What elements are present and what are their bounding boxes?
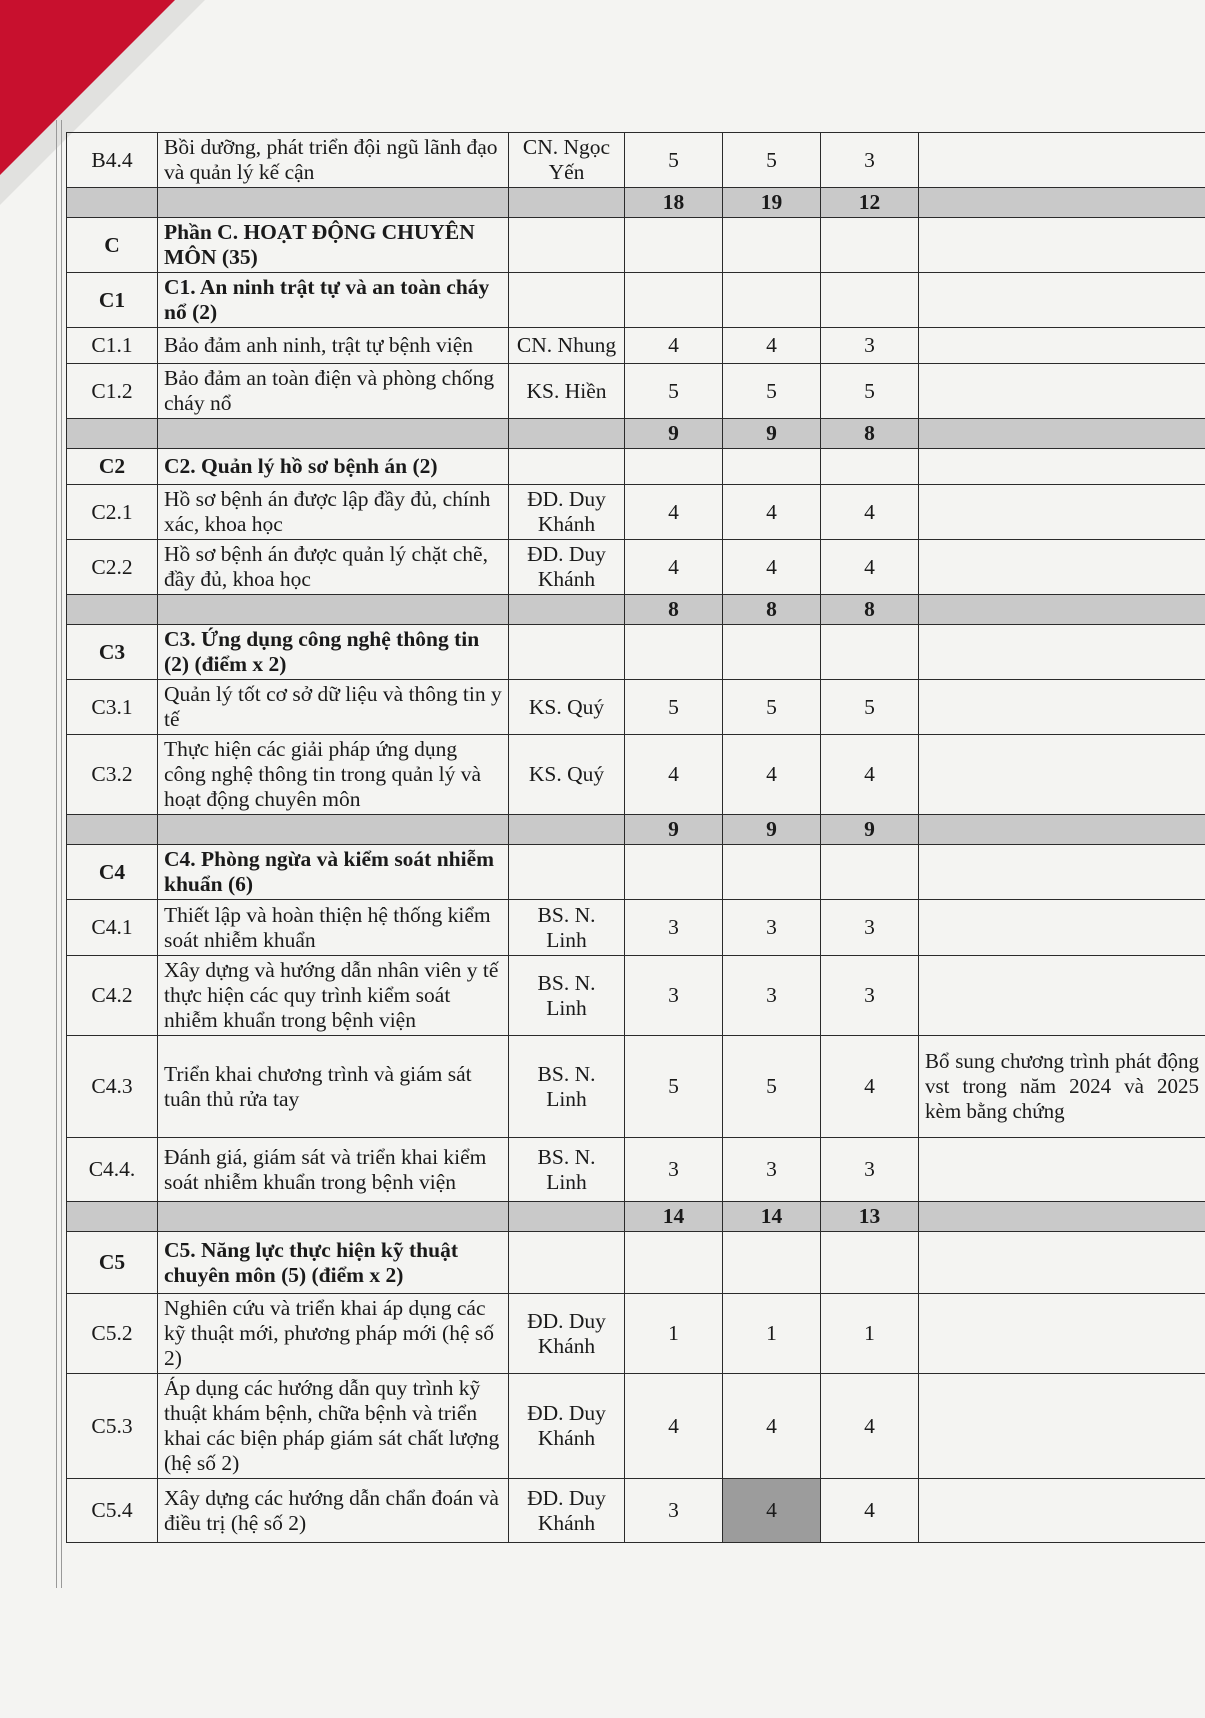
- score-cell-3: [821, 845, 919, 900]
- criterion-code: C1.2: [67, 364, 158, 419]
- person-cell: [509, 273, 625, 328]
- person-cell: [509, 625, 625, 680]
- subtotal-row: [67, 815, 1205, 845]
- score-cell-1: [625, 845, 723, 900]
- note-cell: [919, 1374, 1205, 1479]
- score-cell-3: 4: [821, 1036, 919, 1138]
- note-cell: [919, 328, 1205, 364]
- score-cell-1: 3: [625, 956, 723, 1036]
- note-cell: [919, 1138, 1205, 1202]
- criterion-name: Xây dựng các hướng dẫn chẩn đoán và điều trị (hệ số 2): [158, 1479, 509, 1543]
- score-cell-3: [821, 1232, 919, 1294]
- table-row: [67, 1479, 1205, 1543]
- criterion-code: C3.1: [67, 680, 158, 735]
- person-cell: [509, 419, 625, 449]
- criterion-name: Triển khai chương trình và giám sát tuân thủ rửa tay: [158, 1036, 509, 1138]
- note-cell: [919, 133, 1205, 188]
- score-cell-1: 9: [625, 419, 723, 449]
- score-cell-2: [723, 449, 821, 485]
- criterion-name: Bồi dưỡng, phát triển đội ngũ lãnh đạo và quản lý kế cận: [158, 133, 509, 188]
- note-cell: [919, 364, 1205, 419]
- person-cell: [509, 188, 625, 218]
- score-cell-3: 4: [821, 1479, 919, 1543]
- criterion-cell: [158, 595, 509, 625]
- responsible-person: BS. N. Linh: [509, 1138, 625, 1202]
- score-cell-3: 3: [821, 328, 919, 364]
- section-title: C1. An ninh trật tự và an toàn cháy nổ (2): [158, 273, 509, 328]
- score-cell-1: [625, 218, 723, 273]
- score-cell-3: 12: [821, 188, 919, 218]
- subtotal-row: [67, 595, 1205, 625]
- score-cell-2: 3: [723, 900, 821, 956]
- score-cell-2: 8: [723, 595, 821, 625]
- score-cell-1: 4: [625, 485, 723, 540]
- score-cell-1: 8: [625, 595, 723, 625]
- note-cell: [919, 1232, 1205, 1294]
- note-cell: [919, 735, 1205, 815]
- score-cell-3: 5: [821, 364, 919, 419]
- table-row: [67, 133, 1205, 188]
- score-cell-2: 5: [723, 364, 821, 419]
- responsible-person: BS. N. Linh: [509, 956, 625, 1036]
- person-cell: [509, 595, 625, 625]
- score-cell-3: [821, 273, 919, 328]
- note-cell: [919, 540, 1205, 595]
- note-cell: [919, 485, 1205, 540]
- person-cell: [509, 845, 625, 900]
- note-cell: [919, 625, 1205, 680]
- table-row: [67, 680, 1205, 735]
- score-cell-3: 13: [821, 1202, 919, 1232]
- note-cell: [919, 188, 1205, 218]
- score-cell-2: 5: [723, 680, 821, 735]
- note-cell: [919, 1294, 1205, 1374]
- page-edge-line: [61, 120, 62, 1588]
- criterion-name: Bảo đảm an toàn điện và phòng chống cháy nổ: [158, 364, 509, 419]
- score-cell-2: [723, 273, 821, 328]
- code-cell: [67, 815, 158, 845]
- criterion-name: Đánh giá, giám sát và triển khai kiểm soát nhiễm khuẩn trong bệnh viện: [158, 1138, 509, 1202]
- score-cell-3: 5: [821, 680, 919, 735]
- score-cell-1: 3: [625, 1138, 723, 1202]
- criterion-code: C4.4.: [67, 1138, 158, 1202]
- score-cell-3: 3: [821, 900, 919, 956]
- score-cell-2: 9: [723, 815, 821, 845]
- note-cell: Bổ sung chương trình phát động vst trong năm 2024 và 2025 kèm bằng chứng: [919, 1036, 1205, 1138]
- responsible-person: ĐD. Duy Khánh: [509, 1479, 625, 1543]
- criterion-name: Bảo đảm anh ninh, trật tự bệnh viện: [158, 328, 509, 364]
- score-cell-1: 5: [625, 364, 723, 419]
- score-cell-3: 9: [821, 815, 919, 845]
- responsible-person: ĐD. Duy Khánh: [509, 1374, 625, 1479]
- note-cell: [919, 595, 1205, 625]
- criterion-cell: [158, 815, 509, 845]
- score-cell-1: 9: [625, 815, 723, 845]
- score-cell-2: [723, 845, 821, 900]
- note-cell: [919, 273, 1205, 328]
- criterion-name: Quản lý tốt cơ sở dữ liệu và thông tin y tế: [158, 680, 509, 735]
- score-cell-3: 8: [821, 419, 919, 449]
- criterion-code: C4.1: [67, 900, 158, 956]
- score-cell-3: [821, 218, 919, 273]
- criterion-code: C2.2: [67, 540, 158, 595]
- code-cell: [67, 419, 158, 449]
- criterion-name: Thiết lập và hoàn thiện hệ thống kiểm soát nhiễm khuẩn: [158, 900, 509, 956]
- table-row: [67, 328, 1205, 364]
- code-cell: [67, 1202, 158, 1232]
- criterion-code: C3.2: [67, 735, 158, 815]
- score-cell-2: 1: [723, 1294, 821, 1374]
- section-header-row: [67, 845, 1205, 900]
- score-cell-2: [723, 218, 821, 273]
- criterion-code: C2.1: [67, 485, 158, 540]
- note-cell: [919, 815, 1205, 845]
- person-cell: [509, 1232, 625, 1294]
- score-cell-3: [821, 625, 919, 680]
- responsible-person: ĐD. Duy Khánh: [509, 1294, 625, 1374]
- section-code: C: [67, 218, 158, 273]
- responsible-person: BS. N. Linh: [509, 900, 625, 956]
- score-cell-3: 3: [821, 1138, 919, 1202]
- responsible-person: KS. Quý: [509, 735, 625, 815]
- score-cell-2: 19: [723, 188, 821, 218]
- score-cell-2: 3: [723, 956, 821, 1036]
- score-cell-2: 3: [723, 1138, 821, 1202]
- section-header-row: [67, 273, 1205, 328]
- criterion-name: Thực hiện các giải pháp ứng dụng công nghệ thông tin trong quản lý và hoạt động chuyên môn: [158, 735, 509, 815]
- table-row: [67, 1294, 1205, 1374]
- score-cell-1: 4: [625, 1374, 723, 1479]
- note-cell: [919, 419, 1205, 449]
- criterion-name: Xây dựng và hướng dẫn nhân viên y tế thực hiện các quy trình kiểm soát nhiễm khuẩn trong bệnh viện: [158, 956, 509, 1036]
- section-title: Phần C. HOẠT ĐỘNG CHUYÊN MÔN (35): [158, 218, 509, 273]
- score-cell-3: 8: [821, 595, 919, 625]
- section-title: C2. Quản lý hồ sơ bệnh án (2): [158, 449, 509, 485]
- score-cell-3: 4: [821, 735, 919, 815]
- responsible-person: ĐD. Duy Khánh: [509, 540, 625, 595]
- score-cell-1: 14: [625, 1202, 723, 1232]
- score-cell-1: [625, 273, 723, 328]
- score-cell-2: [723, 625, 821, 680]
- table-row: [67, 1138, 1205, 1202]
- score-cell-2: 14: [723, 1202, 821, 1232]
- score-cell-1: 4: [625, 540, 723, 595]
- score-cell-3: 3: [821, 956, 919, 1036]
- criterion-name: Hồ sơ bệnh án được lập đầy đủ, chính xác, khoa học: [158, 485, 509, 540]
- section-header-row: [67, 625, 1205, 680]
- responsible-person: ĐD. Duy Khánh: [509, 485, 625, 540]
- section-code: C3: [67, 625, 158, 680]
- criterion-code: C5.4: [67, 1479, 158, 1543]
- criterion-cell: [158, 1202, 509, 1232]
- score-cell-2: 4: [723, 485, 821, 540]
- table-row: [67, 364, 1205, 419]
- score-cell-1: 3: [625, 1479, 723, 1543]
- code-cell: [67, 595, 158, 625]
- note-cell: [919, 218, 1205, 273]
- note-cell: [919, 1202, 1205, 1232]
- table-row: [67, 485, 1205, 540]
- note-cell: [919, 956, 1205, 1036]
- score-cell-1: 4: [625, 328, 723, 364]
- subtotal-row: [67, 1202, 1205, 1232]
- section-header-row: [67, 1232, 1205, 1294]
- criterion-code: C1.1: [67, 328, 158, 364]
- responsible-person: CN. Ngọc Yến: [509, 133, 625, 188]
- person-cell: [509, 815, 625, 845]
- criterion-code: C4.2: [67, 956, 158, 1036]
- table-row: [67, 956, 1205, 1036]
- score-cell-3: 4: [821, 485, 919, 540]
- criterion-name: Áp dụng các hướng dẫn quy trình kỹ thuật khám bệnh, chữa bệnh và triển khai các biện pháp giám sát chất lượng (hệ số 2): [158, 1374, 509, 1479]
- section-code: C2: [67, 449, 158, 485]
- criterion-code: C5.2: [67, 1294, 158, 1374]
- score-cell-1: [625, 1232, 723, 1294]
- note-cell: [919, 1479, 1205, 1543]
- responsible-person: CN. Nhung: [509, 328, 625, 364]
- score-cell-1: 5: [625, 680, 723, 735]
- table-row: [67, 1374, 1205, 1479]
- score-cell-3: 3: [821, 133, 919, 188]
- score-cell-3: 1: [821, 1294, 919, 1374]
- table-body: [67, 133, 1205, 1543]
- score-cell-1: 3: [625, 900, 723, 956]
- responsible-person: BS. N. Linh: [509, 1036, 625, 1138]
- section-title: C3. Ứng dụng công nghệ thông tin (2) (điểm x 2): [158, 625, 509, 680]
- score-cell-2: [723, 1232, 821, 1294]
- note-cell: [919, 449, 1205, 485]
- criterion-code: C5.3: [67, 1374, 158, 1479]
- code-cell: [67, 188, 158, 218]
- note-cell: [919, 845, 1205, 900]
- score-cell-3: 4: [821, 540, 919, 595]
- criterion-name: Nghiên cứu và triển khai áp dụng các kỹ thuật mới, phương pháp mới (hệ số 2): [158, 1294, 509, 1374]
- responsible-person: KS. Hiền: [509, 364, 625, 419]
- score-cell-2: 4: [723, 1479, 821, 1543]
- section-header-row: [67, 449, 1205, 485]
- person-cell: [509, 1202, 625, 1232]
- score-cell-3: 4: [821, 1374, 919, 1479]
- page-edge-line: [56, 120, 57, 1588]
- subtotal-row: [67, 188, 1205, 218]
- score-cell-1: 4: [625, 735, 723, 815]
- section-title: C5. Năng lực thực hiện kỹ thuật chuyên môn (5) (điểm x 2): [158, 1232, 509, 1294]
- note-cell: [919, 900, 1205, 956]
- note-cell: [919, 680, 1205, 735]
- table-row: [67, 1036, 1205, 1138]
- section-header-row: [67, 218, 1205, 273]
- score-cell-3: [821, 449, 919, 485]
- table-row: [67, 900, 1205, 956]
- score-cell-1: 5: [625, 1036, 723, 1138]
- score-cell-2: 9: [723, 419, 821, 449]
- score-cell-1: [625, 449, 723, 485]
- table-row: [67, 540, 1205, 595]
- criterion-cell: [158, 419, 509, 449]
- criterion-code: B4.4: [67, 133, 158, 188]
- score-cell-2: 5: [723, 1036, 821, 1138]
- score-cell-1: 18: [625, 188, 723, 218]
- person-cell: [509, 449, 625, 485]
- criterion-code: C4.3: [67, 1036, 158, 1138]
- assessment-table: [66, 132, 1205, 1543]
- person-cell: [509, 218, 625, 273]
- score-cell-2: 5: [723, 133, 821, 188]
- section-code: C4: [67, 845, 158, 900]
- score-cell-2: 4: [723, 540, 821, 595]
- score-cell-2: 4: [723, 328, 821, 364]
- score-cell-2: 4: [723, 1374, 821, 1479]
- score-cell-1: 1: [625, 1294, 723, 1374]
- score-cell-1: 5: [625, 133, 723, 188]
- section-code: C5: [67, 1232, 158, 1294]
- score-cell-1: [625, 625, 723, 680]
- responsible-person: KS. Quý: [509, 680, 625, 735]
- section-code: C1: [67, 273, 158, 328]
- criterion-cell: [158, 188, 509, 218]
- subtotal-row: [67, 419, 1205, 449]
- section-title: C4. Phòng ngừa và kiểm soát nhiễm khuẩn (6): [158, 845, 509, 900]
- table-row: [67, 735, 1205, 815]
- score-cell-2: 4: [723, 735, 821, 815]
- criterion-name: Hồ sơ bệnh án được quản lý chặt chẽ, đầy đủ, khoa học: [158, 540, 509, 595]
